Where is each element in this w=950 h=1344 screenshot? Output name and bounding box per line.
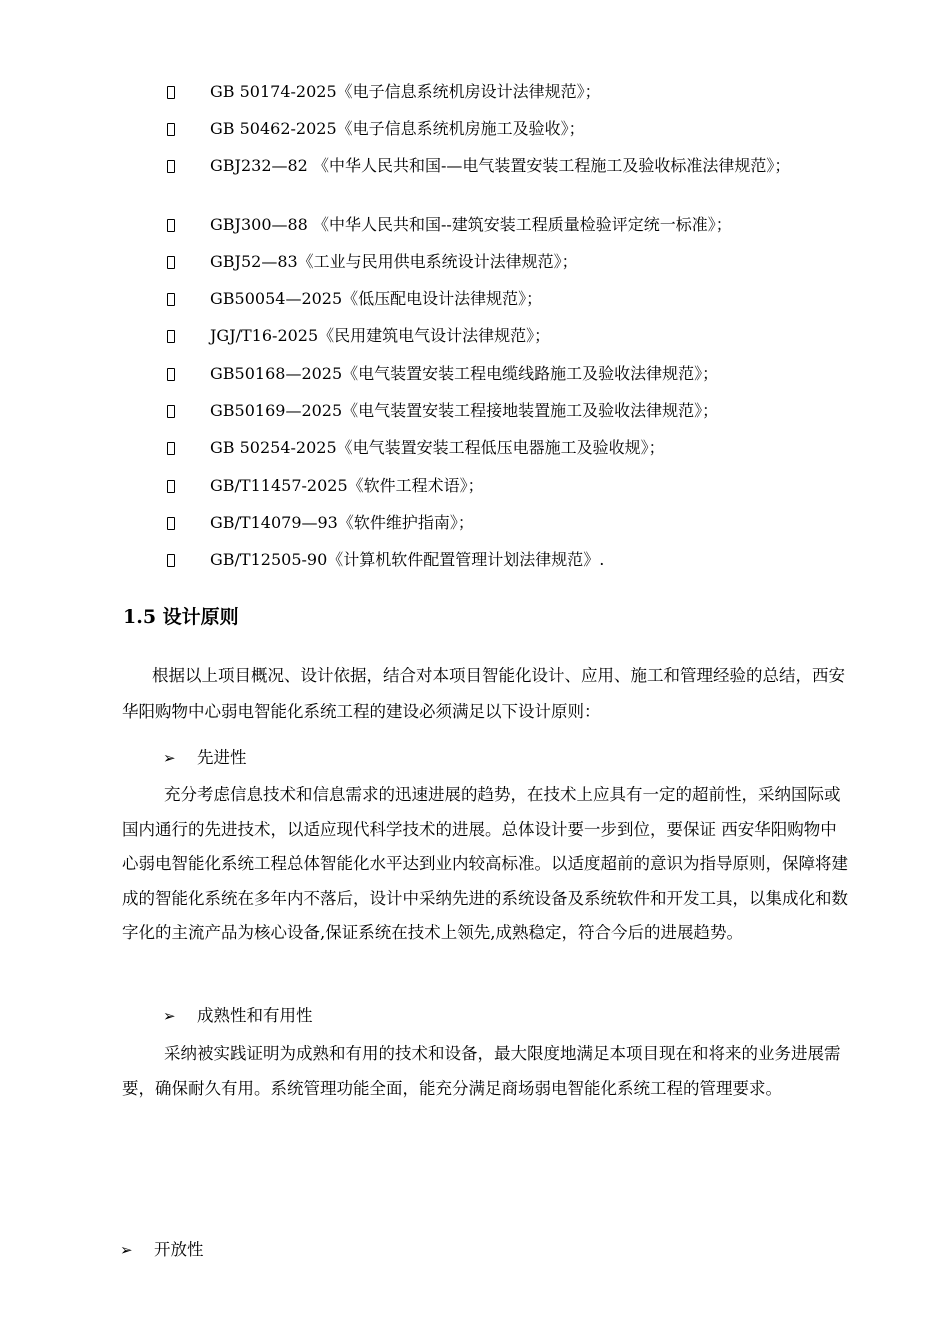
reference-text: GBJ52—83《工业与民用供电系统设计法律规范》； bbox=[210, 252, 578, 271]
reference-text: GB50054—2025《低压配电设计法律规范》； bbox=[210, 289, 543, 308]
reference-text: GBJ300—88 《中华人民共和国--建筑安装工程质量检验评定统一标准》； bbox=[210, 215, 732, 234]
principle-title: 成熟性和有用性 bbox=[197, 1006, 313, 1025]
reference-text: GB50169—2025《电气装置安装工程接地装置施工及验收法律规范》； bbox=[210, 401, 719, 420]
principle-title: 先进性 bbox=[197, 748, 247, 767]
arrow-bullet-icon: ➢ bbox=[163, 749, 176, 767]
intro-paragraph: 根据以上项目概况、设计依据，结合对本项目智能化设计、应用、施工和管理经验的总结，西安华阳购物中心弱电智能化系统工程的建设必须满足以下设计原则： bbox=[122, 666, 845, 721]
bullet-box-icon bbox=[167, 517, 175, 530]
principle-title-mature bbox=[163, 1004, 313, 1028]
bullet-box-icon bbox=[167, 554, 175, 567]
bullet-box-icon bbox=[167, 405, 175, 418]
principle-title-advanced bbox=[163, 746, 247, 770]
section-heading: 1.5 设计原则 bbox=[123, 606, 239, 628]
principle-title-open bbox=[120, 1238, 204, 1262]
bullet-box-icon bbox=[167, 293, 175, 306]
reference-text: GB/T14079—93《软件维护指南》； bbox=[210, 513, 474, 532]
principle-body-mature: 采纳被实践证明为成熟和有用的技术和设备，最大限度地满足本项目现在和将来的业务进展需要，确保耐久有用。系统管理功能全面，能充分满足商场弱电智能化系统工程的管理要求。 bbox=[122, 1044, 841, 1098]
bullet-box-icon bbox=[167, 480, 175, 493]
bullet-box-icon bbox=[167, 330, 175, 343]
bullet-box-icon bbox=[167, 123, 175, 136]
arrow-bullet-icon: ➢ bbox=[163, 1007, 176, 1025]
bullet-box-icon bbox=[167, 368, 175, 381]
reference-text: GB 50254-2025《电气装置安装工程低压电器施工及验收规》； bbox=[210, 438, 665, 457]
reference-text: GBJ232—82 《中华人民共和国-—电气装置安装工程施工及验收标准法律规范》； bbox=[210, 156, 791, 175]
reference-text: JGJ/T16-2025《民用建筑电气设计法律规范》； bbox=[210, 326, 551, 345]
reference-text: GB 50174-2025《电子信息系统机房设计法律规范》； bbox=[210, 82, 601, 101]
reference-text: GB/T12505-90《计算机软件配置管理计划法律规范》. bbox=[210, 550, 605, 569]
bullet-box-icon bbox=[167, 256, 175, 269]
principle-title: 开放性 bbox=[154, 1240, 204, 1259]
arrow-bullet-icon: ➢ bbox=[120, 1241, 133, 1259]
bullet-box-icon bbox=[167, 160, 175, 173]
bullet-box-icon bbox=[167, 442, 175, 455]
reference-text: GB/T11457-2025《软件工程术语》； bbox=[210, 476, 484, 495]
reference-text: GB50168—2025《电气装置安装工程电缆线路施工及验收法律规范》； bbox=[210, 364, 719, 383]
bullet-box-icon bbox=[167, 86, 175, 99]
principle-body-advanced: 充分考虑信息技术和信息需求的迅速进展的趋势，在技术上应具有一定的超前性，采纳国际或国内通行的先进技术，以适应现代科学技术的进展。总体设计要一步到位，要保证 西安华阳购物中心弱电智能化系统工程总体智能化水平达到业内较高标准。以适度超前的意识为指导原则，保障将建成的智能化系统在多年内不落后，设计中采纳先进的系统设备及系统软件和开发工具，以集成化和数字化的主流产品为核心设备,保证系统在技术上领先,成熟稳定，符合今后的进展趋势。 bbox=[122, 785, 848, 942]
bullet-box-icon bbox=[167, 219, 175, 232]
reference-text: GB 50462-2025《电子信息系统机房施工及验收》； bbox=[210, 119, 585, 138]
